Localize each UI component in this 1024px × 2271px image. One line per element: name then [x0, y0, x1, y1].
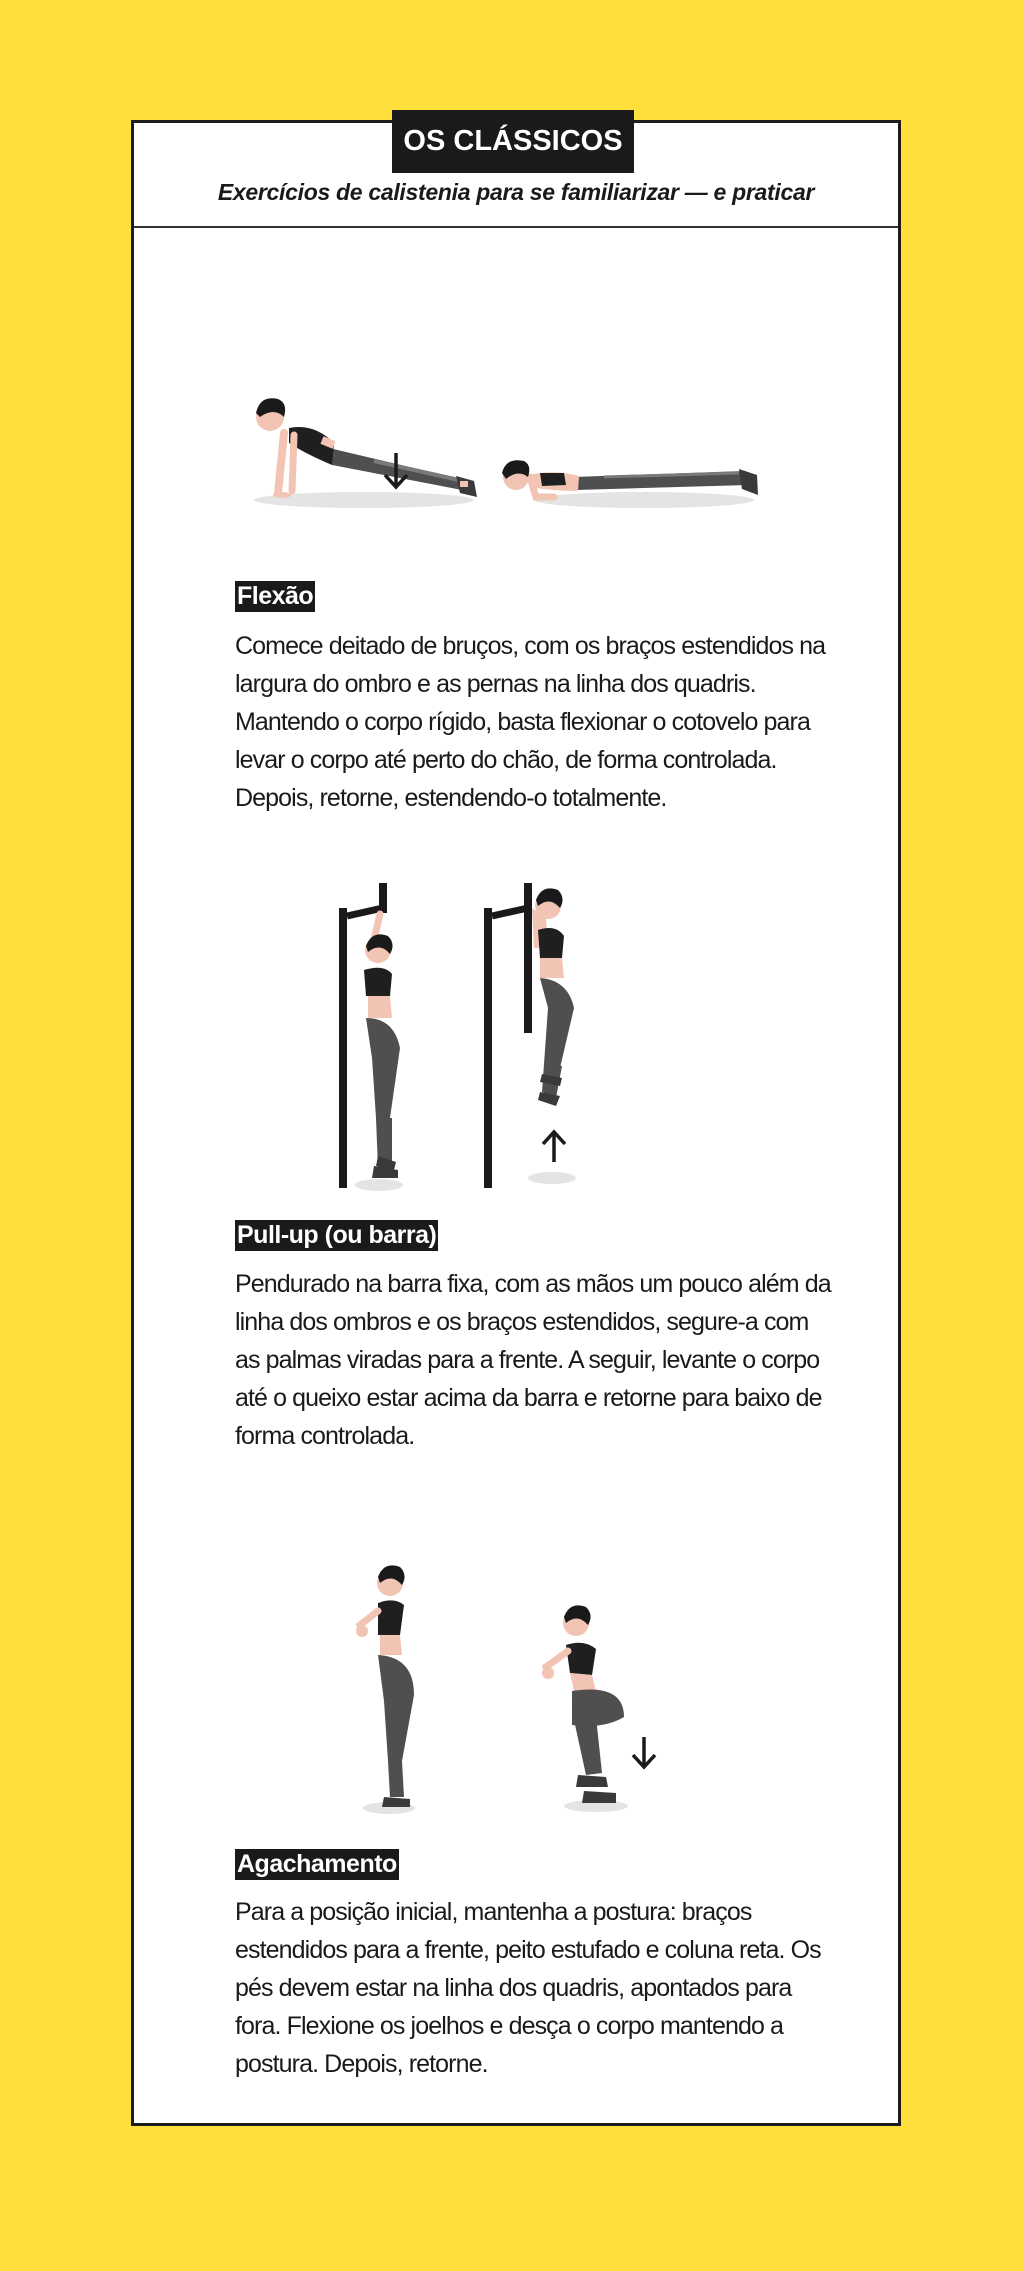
exercise-description-pullup: Pendurado na barra fixa, com as mãos um pouco além da linha dos ombros e os braços estendidos, segure-a com as palmas viradas para a frente. A seguir, levante o corpo até o queixo estar acima da barra e retorne para baixo de forma controlada.: [235, 1270, 831, 1450]
pullup-shadow-right: [528, 1172, 576, 1184]
pullup-figure-hanging: [364, 914, 400, 1178]
exercise-title-flexao: Flexão: [237, 582, 314, 610]
exercise-description-flexao: Comece deitado de bruços, com os braços estendidos na largura do ombro e as pernas na linha dos quadris. Mantendo o corpo rígido, basta flexionar o cotovelo para levar o corpo até perto do chão, de forma controlada. Depois, retorne, estendendo-o totalmente.: [235, 632, 826, 812]
title-badge: OS CLÁSSICOS: [392, 110, 634, 173]
pushup-figure-low: [502, 460, 758, 497]
pullup-shadow-left: [355, 1179, 403, 1191]
arrow-down-icon: [633, 1737, 655, 1767]
pushup-illustration: [234, 373, 854, 523]
arrow-up-icon: [543, 1132, 565, 1162]
pushup-shadow-low: [534, 492, 754, 508]
exercise-title-pullup: Pull-up (ou barra): [237, 1221, 437, 1249]
infographic-card: [131, 120, 901, 2126]
pullup-illustration: [334, 878, 694, 1198]
squat-illustration: [334, 1561, 694, 1821]
exercise-title-agachamento: Agachamento: [237, 1850, 397, 1878]
pullup-bar-right: [484, 883, 532, 1188]
header-divider: [134, 226, 898, 228]
pushup-figure-high: [256, 398, 477, 498]
subtitle: Exercícios de calistenia para se familiarizar — e praticar: [217, 179, 815, 205]
squat-figure-standing: [356, 1565, 414, 1807]
exercise-description-agachamento: Para a posição inicial, mantenha a postura: braços estendidos para a frente, peito estufado e coluna reta. Os pés devem estar na linha dos quadris, apontados para fora. Flexione os joelhos e desça o corpo mantendo a postura. Depois, retorne.: [235, 1898, 821, 2078]
squat-figure-squatting: [542, 1605, 624, 1803]
pullup-figure-lifted: [532, 888, 574, 1106]
